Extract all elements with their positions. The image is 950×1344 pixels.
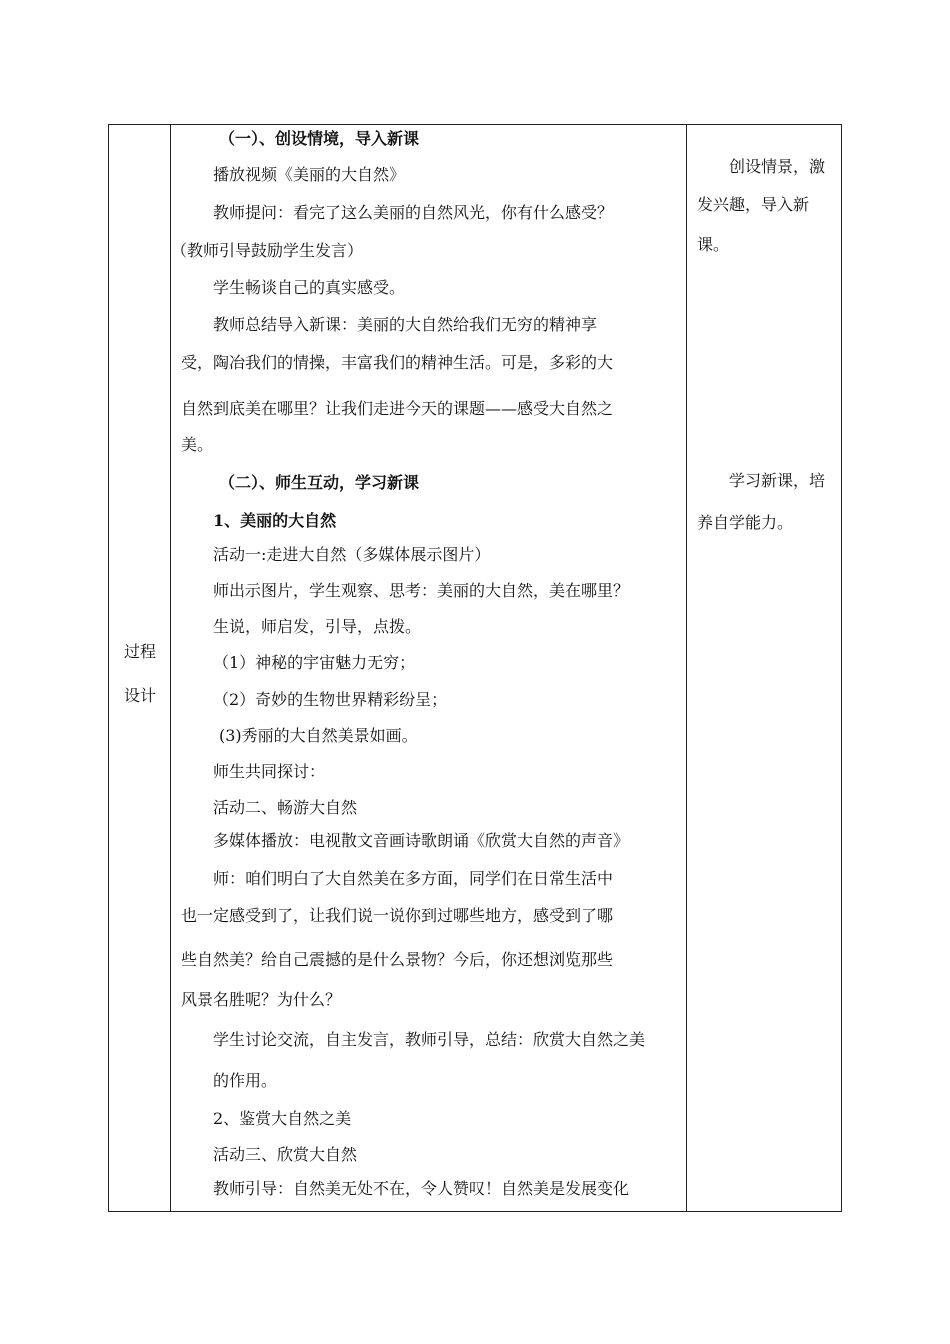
content-line: 多媒体播放：电视散文音画诗歌朗诵《欣赏大自然的声音》	[213, 831, 630, 850]
content-line: 学生畅谈自己的真实感受。	[213, 278, 406, 297]
process-design-label	[124, 630, 156, 718]
content-line: 师生共同探讨：	[213, 762, 326, 781]
content-line: 活动一:走进大自然（多媒体展示图片）	[213, 545, 491, 564]
note-line: 课。	[697, 235, 730, 254]
content-line: 些自然美？给自己震撼的是什么景物？今后，你还想浏览那些	[181, 950, 614, 969]
content-line: 自然到底美在哪里？让我们走进今天的课题——感受大自然之	[181, 399, 614, 418]
content-line: 师出示图片，学生观察、思考：美丽的大自然，美在哪里？	[213, 581, 630, 600]
content-line: 播放视频《美丽的大自然》	[213, 165, 406, 184]
content-line: （教师引导鼓励学生发言）	[171, 241, 364, 260]
content-line: 生说，师启发，引导，点拨。	[213, 617, 422, 636]
note-line: 发兴趣，导入新	[697, 195, 810, 214]
content-line: 师：咱们明白了大自然美在多方面，同学们在日常生活中	[213, 869, 614, 888]
content-line: 活动二、畅游大自然	[213, 798, 358, 817]
content-line: 风景名胜呢？为什么？	[181, 990, 342, 1009]
content-line: 学生讨论交流，自主发言，教师引导，总结：欣赏大自然之美	[213, 1030, 646, 1049]
content-line: 受，陶冶我们的情操，丰富我们的精神生活。可是，多彩的大	[181, 353, 614, 372]
section-heading: （一）、创设情境，导入新课	[219, 129, 420, 148]
label-line: 设计	[124, 686, 157, 705]
content-line: 教师引导：自然美无处不在，令人赞叹！自然美是发展变化	[213, 1179, 630, 1198]
note-line: 创设情景，激	[729, 157, 826, 176]
content-line: （1）神秘的宇宙魅力无穷；	[213, 653, 416, 672]
section-heading: （二）、师生互动，学习新课	[219, 473, 420, 492]
content-line: 教师总结导入新课：美丽的大自然给我们无穷的精神享	[213, 315, 598, 334]
content-line: （2）奇妙的生物世界精彩纷呈；	[213, 690, 448, 709]
content-line: (3)秀丽的大自然美景如画。	[219, 726, 418, 745]
label-cell	[109, 125, 170, 1211]
content-line: 的作用。	[213, 1071, 278, 1090]
content-line: 也一定感受到了，让我们说一说你到过哪些地方，感受到了哪	[181, 906, 614, 925]
content-cell	[171, 125, 686, 1211]
content-line: 活动三、欣赏大自然	[213, 1145, 358, 1164]
subsection-heading: 1、美丽的大自然	[213, 511, 337, 530]
notes-cell	[687, 125, 843, 1211]
content-line: 教师提问：看完了这么美丽的自然风光，你有什么感受？	[213, 203, 614, 222]
content-line: 美。	[181, 435, 214, 454]
lesson-plan-table	[108, 124, 842, 1212]
label-line: 过程	[124, 642, 157, 661]
note-line: 养自学能力。	[697, 513, 794, 532]
content-line: 2、鉴赏大自然之美	[213, 1109, 352, 1128]
note-line: 学习新课，培	[729, 471, 826, 490]
